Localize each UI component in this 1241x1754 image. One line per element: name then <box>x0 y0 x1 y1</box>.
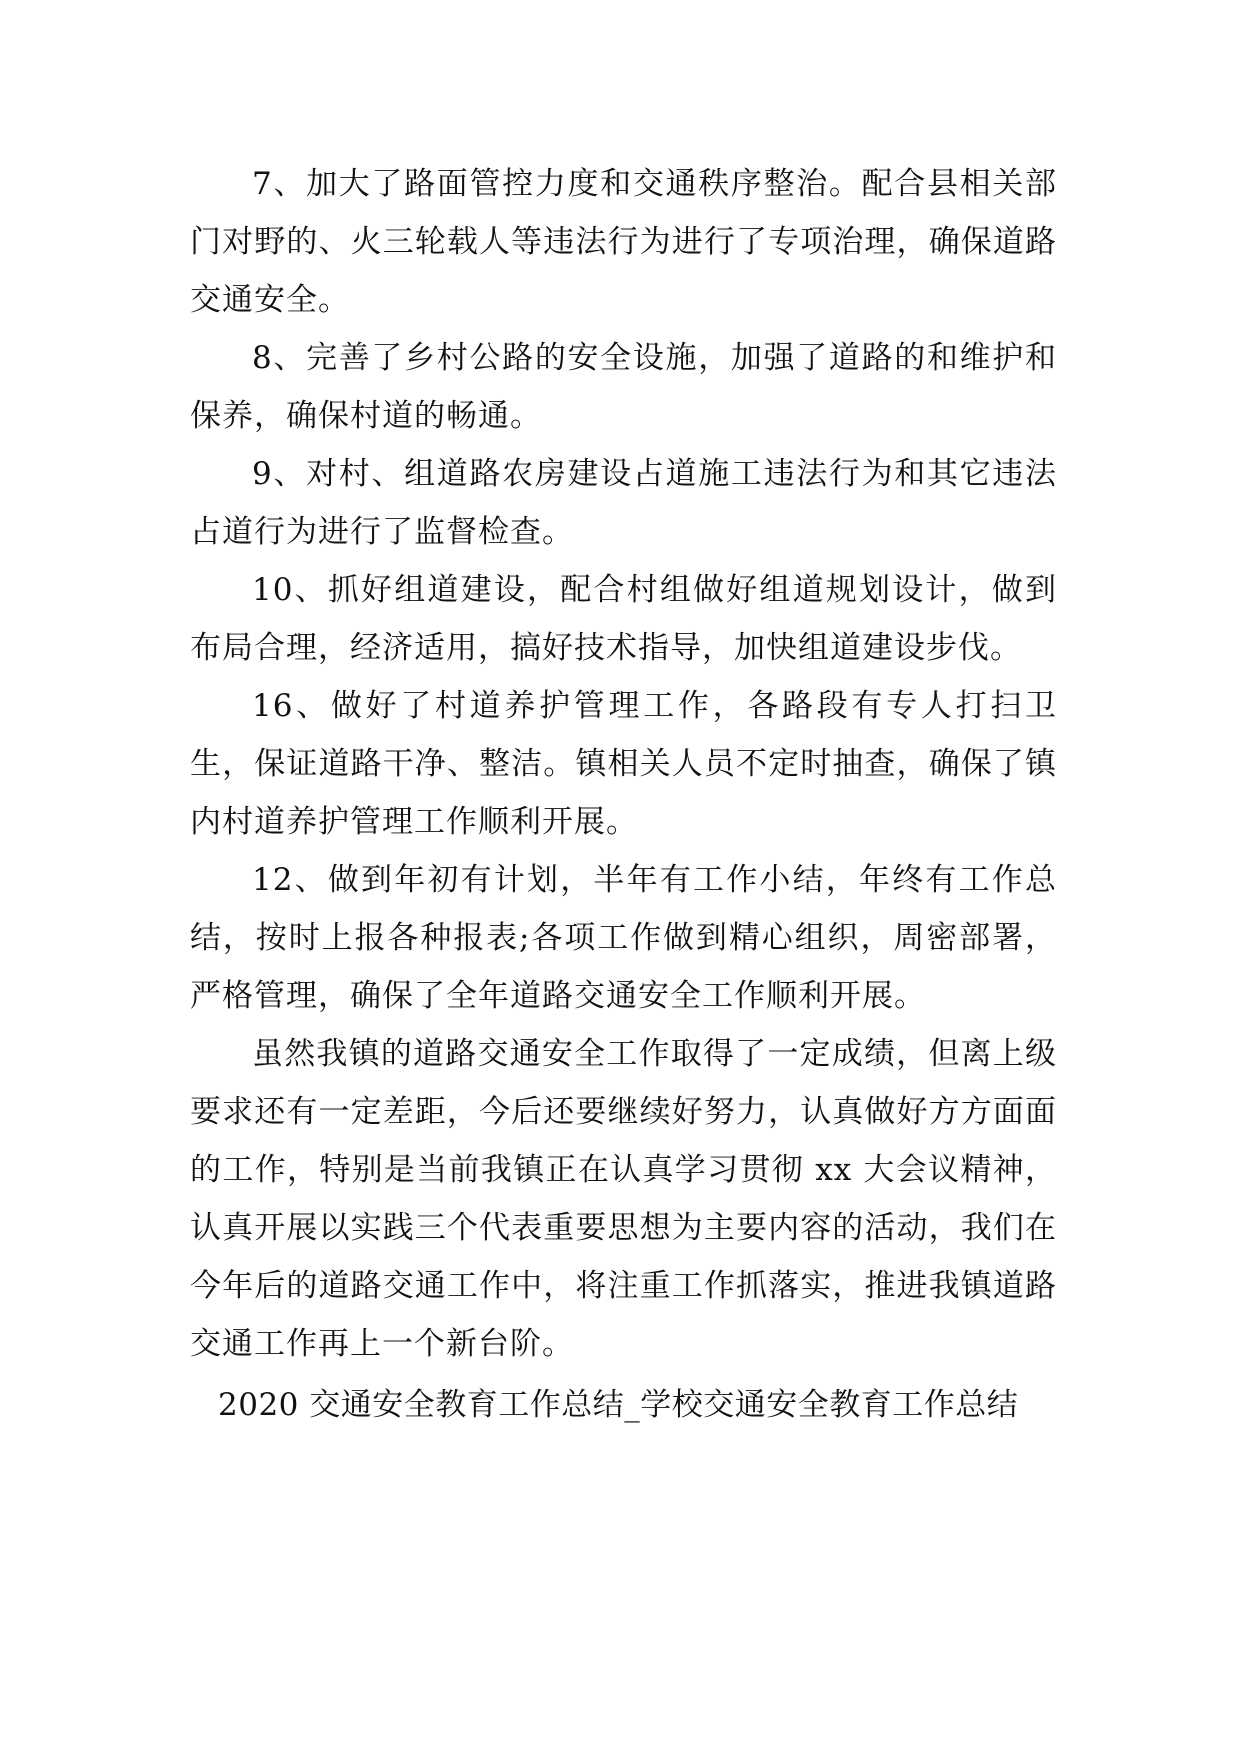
next-article-title: 2020 交通安全教育工作总结_学校交通安全教育工作总结 <box>218 1387 1019 1423</box>
paragraph-item-8: 8、完善了乡村公路的安全设施，加强了道路的和维护和保养，确保村道的畅通。 <box>190 340 1057 434</box>
paragraph-item-7: 7、加大了路面管控力度和交通秩序整治。配合县相关部门对野的、火三轮载人等违法行为进行了专项治理，确保道路交通安全。 <box>190 166 1057 318</box>
paragraph-item-12: 12、做到年初有计划，半年有工作小结，年终有工作总结，按时上报各种报表;各项工作做到精心组织，周密部署，严格管理，确保了全年道路交通安全工作顺利开展。 <box>190 862 1057 1014</box>
paragraph-item-16: 16、做好了村道养护管理工作，各路段有专人打扫卫生，保证道路干净、整洁。镇相关人员不定时抽查，确保了镇内村道养护管理工作顺利开展。 <box>190 688 1057 840</box>
paragraph-item-10: 10、抓好组道建设，配合村组做好组道规划设计，做到布局合理，经济适用，搞好技术指导，加快组道建设步伐。 <box>190 572 1057 666</box>
paragraph-item-9: 9、对村、组道路农房建设占道施工违法行为和其它违法占道行为进行了监督检查。 <box>190 456 1057 550</box>
paragraph-conclusion: 虽然我镇的道路交通安全工作取得了一定成绩，但离上级要求还有一定差距，今后还要继续好努力，认真做好方方面面的工作，特别是当前我镇正在认真学习贯彻 xx 大会议精神，认真开展以实践三个代表重要思想为主要内容的活动，我们在今年后的道路交通工作中，将注重工作抓落实，推进我镇道路交通工作再上一个新台阶。 <box>190 1036 1057 1362</box>
document-body <box>190 155 1057 1373</box>
